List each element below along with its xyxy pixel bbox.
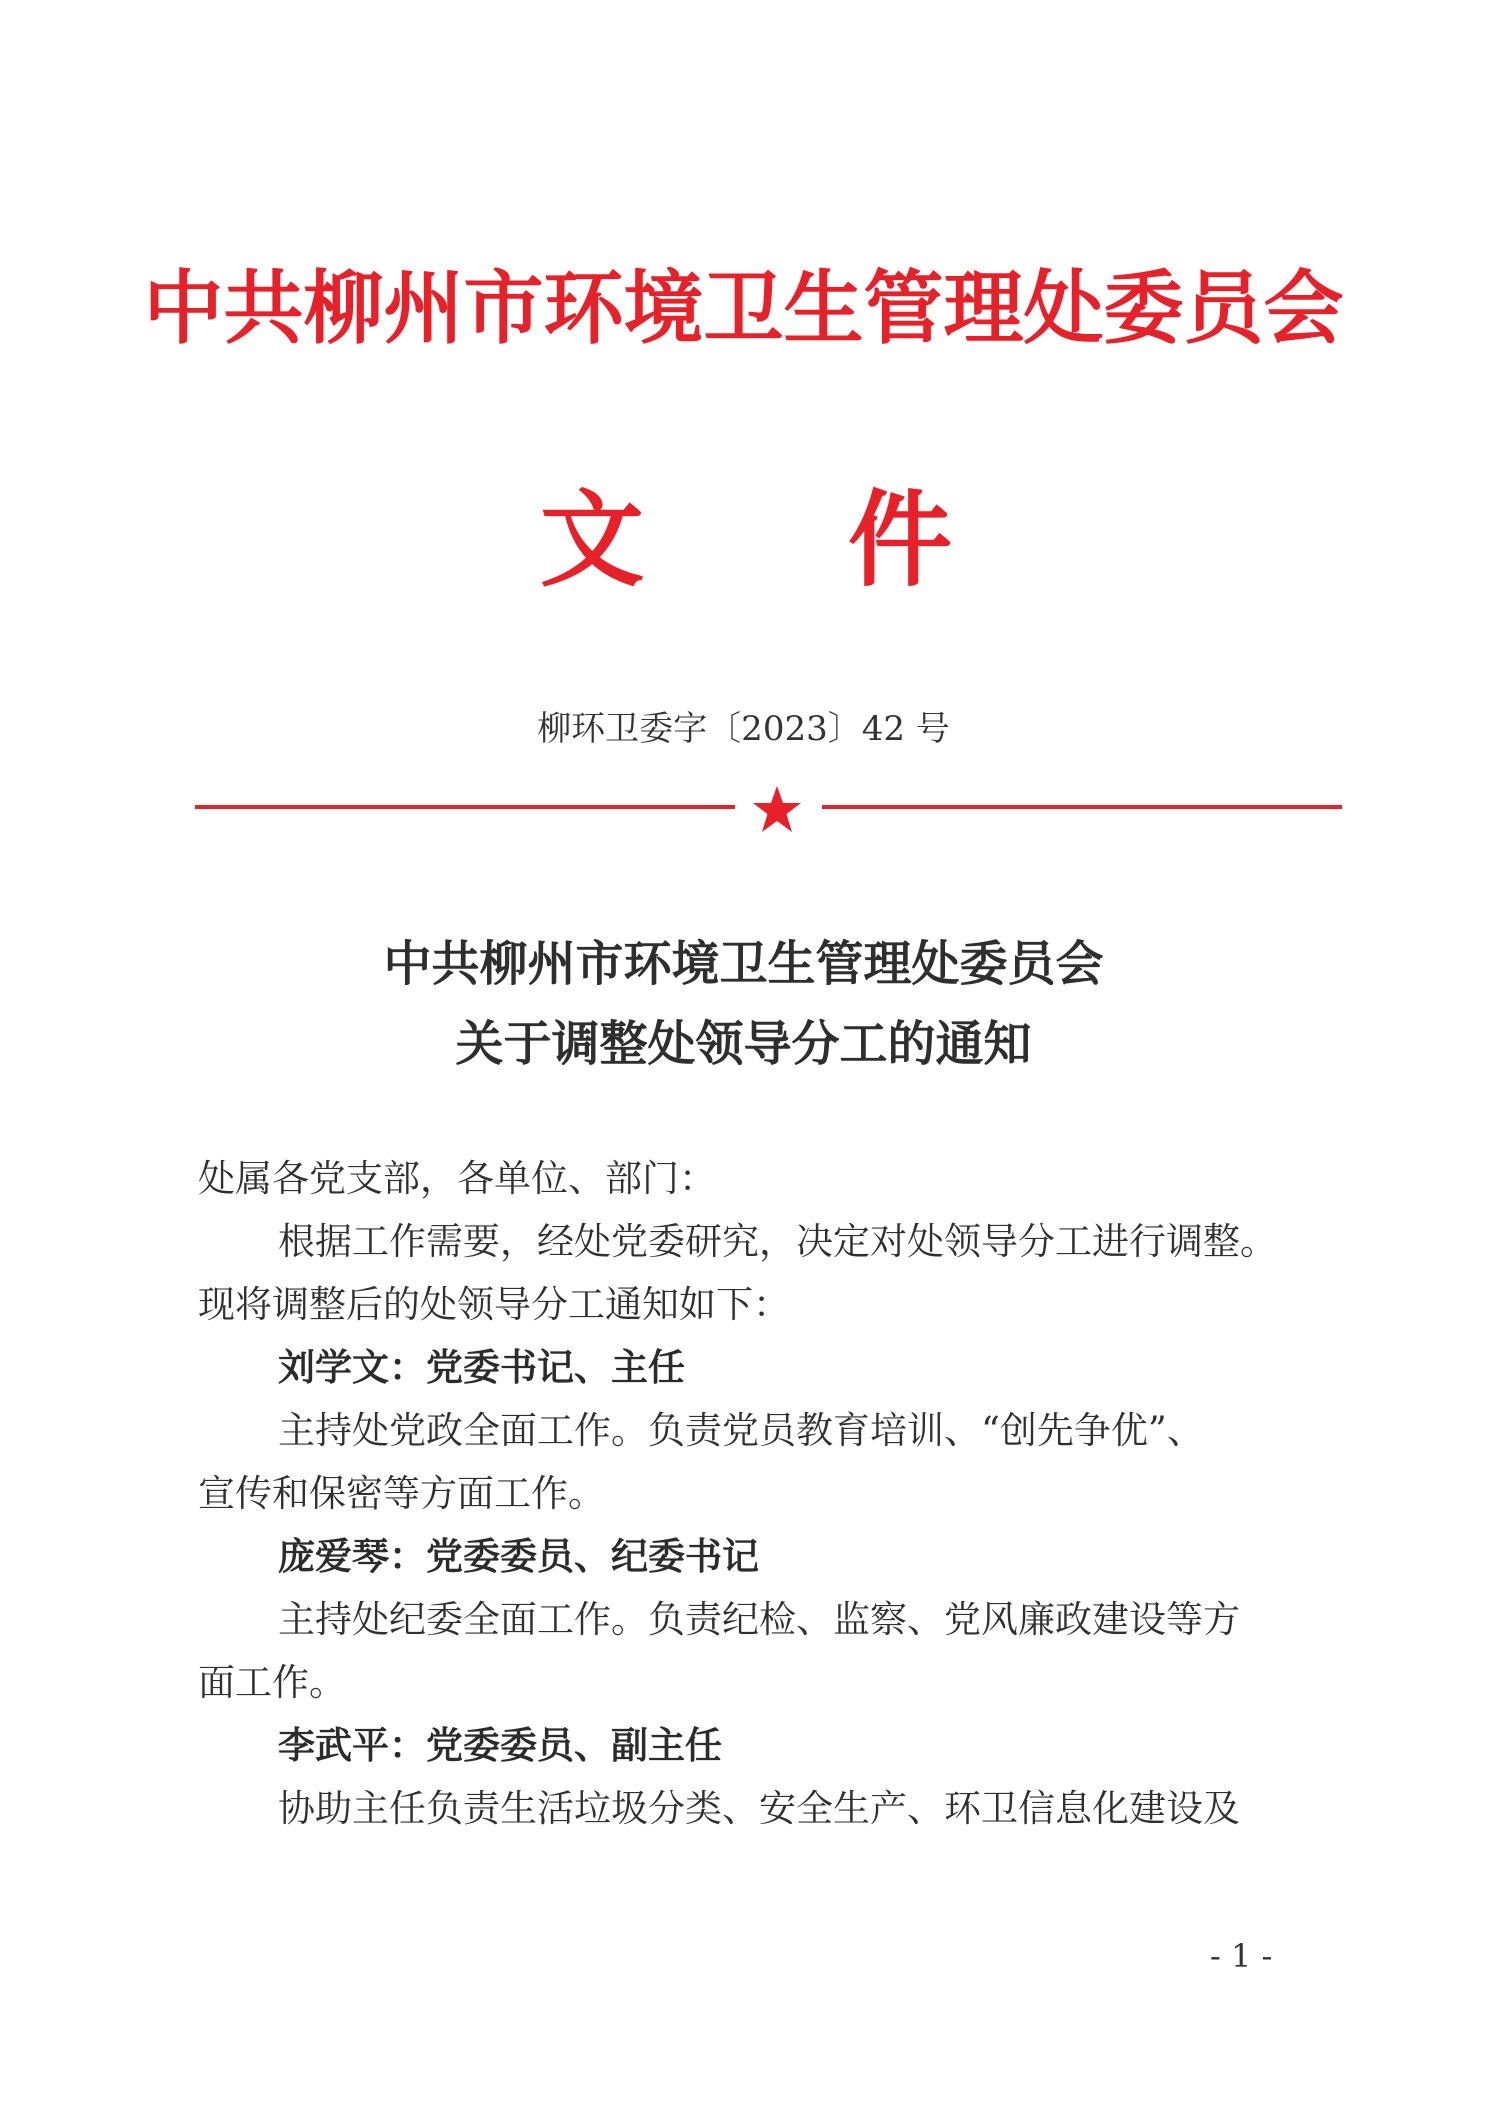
leader-heading-liu: 刘学文：党委书记、主任 (278, 1346, 685, 1389)
leader-duty-li-line-1: 协助主任负责生活垃圾分类、安全生产、环卫信息化建设及 (278, 1787, 1240, 1830)
document-number: 柳环卫委字〔2023〕42 号 (537, 709, 950, 749)
red-divider-left (195, 805, 735, 809)
salutation: 处属各党支部，各单位、部门： (198, 1157, 716, 1200)
doc-label-char-2: 件 (848, 478, 953, 601)
star-icon (751, 784, 803, 834)
leader-heading-li: 李武平：党委委员、副主任 (278, 1724, 722, 1767)
title-line-2: 关于调整处领导分工的通知 (455, 1016, 1032, 1072)
leader-heading-pang: 庞爱琴：党委委员、纪委书记 (278, 1535, 759, 1578)
issuing-org-name: 中共柳州市环境卫生管理处委员会 (143, 261, 1344, 355)
intro-paragraph-line-1: 根据工作需要，经处党委研究，决定对处领导分工进行调整。 (278, 1220, 1277, 1263)
intro-paragraph-line-2: 现将调整后的处领导分工通知如下： (198, 1283, 790, 1326)
doc-label-char-1: 文 (540, 478, 645, 601)
leader-duty-liu-line-1: 主持处党政全面工作。负责党员教育培训、“创先争优”、 (278, 1409, 1204, 1452)
title-line-1: 中共柳州市环境卫生管理处委员会 (383, 936, 1104, 992)
page-number: - 1 - (1210, 1937, 1273, 1975)
leader-duty-pang-line-2: 面工作。 (198, 1661, 346, 1704)
leader-duty-pang-line-1: 主持处纪委全面工作。负责纪检、监察、党风廉政建设等方 (278, 1598, 1240, 1641)
leader-duty-liu-line-2: 宣传和保密等方面工作。 (198, 1472, 605, 1515)
red-divider-right (822, 805, 1342, 809)
